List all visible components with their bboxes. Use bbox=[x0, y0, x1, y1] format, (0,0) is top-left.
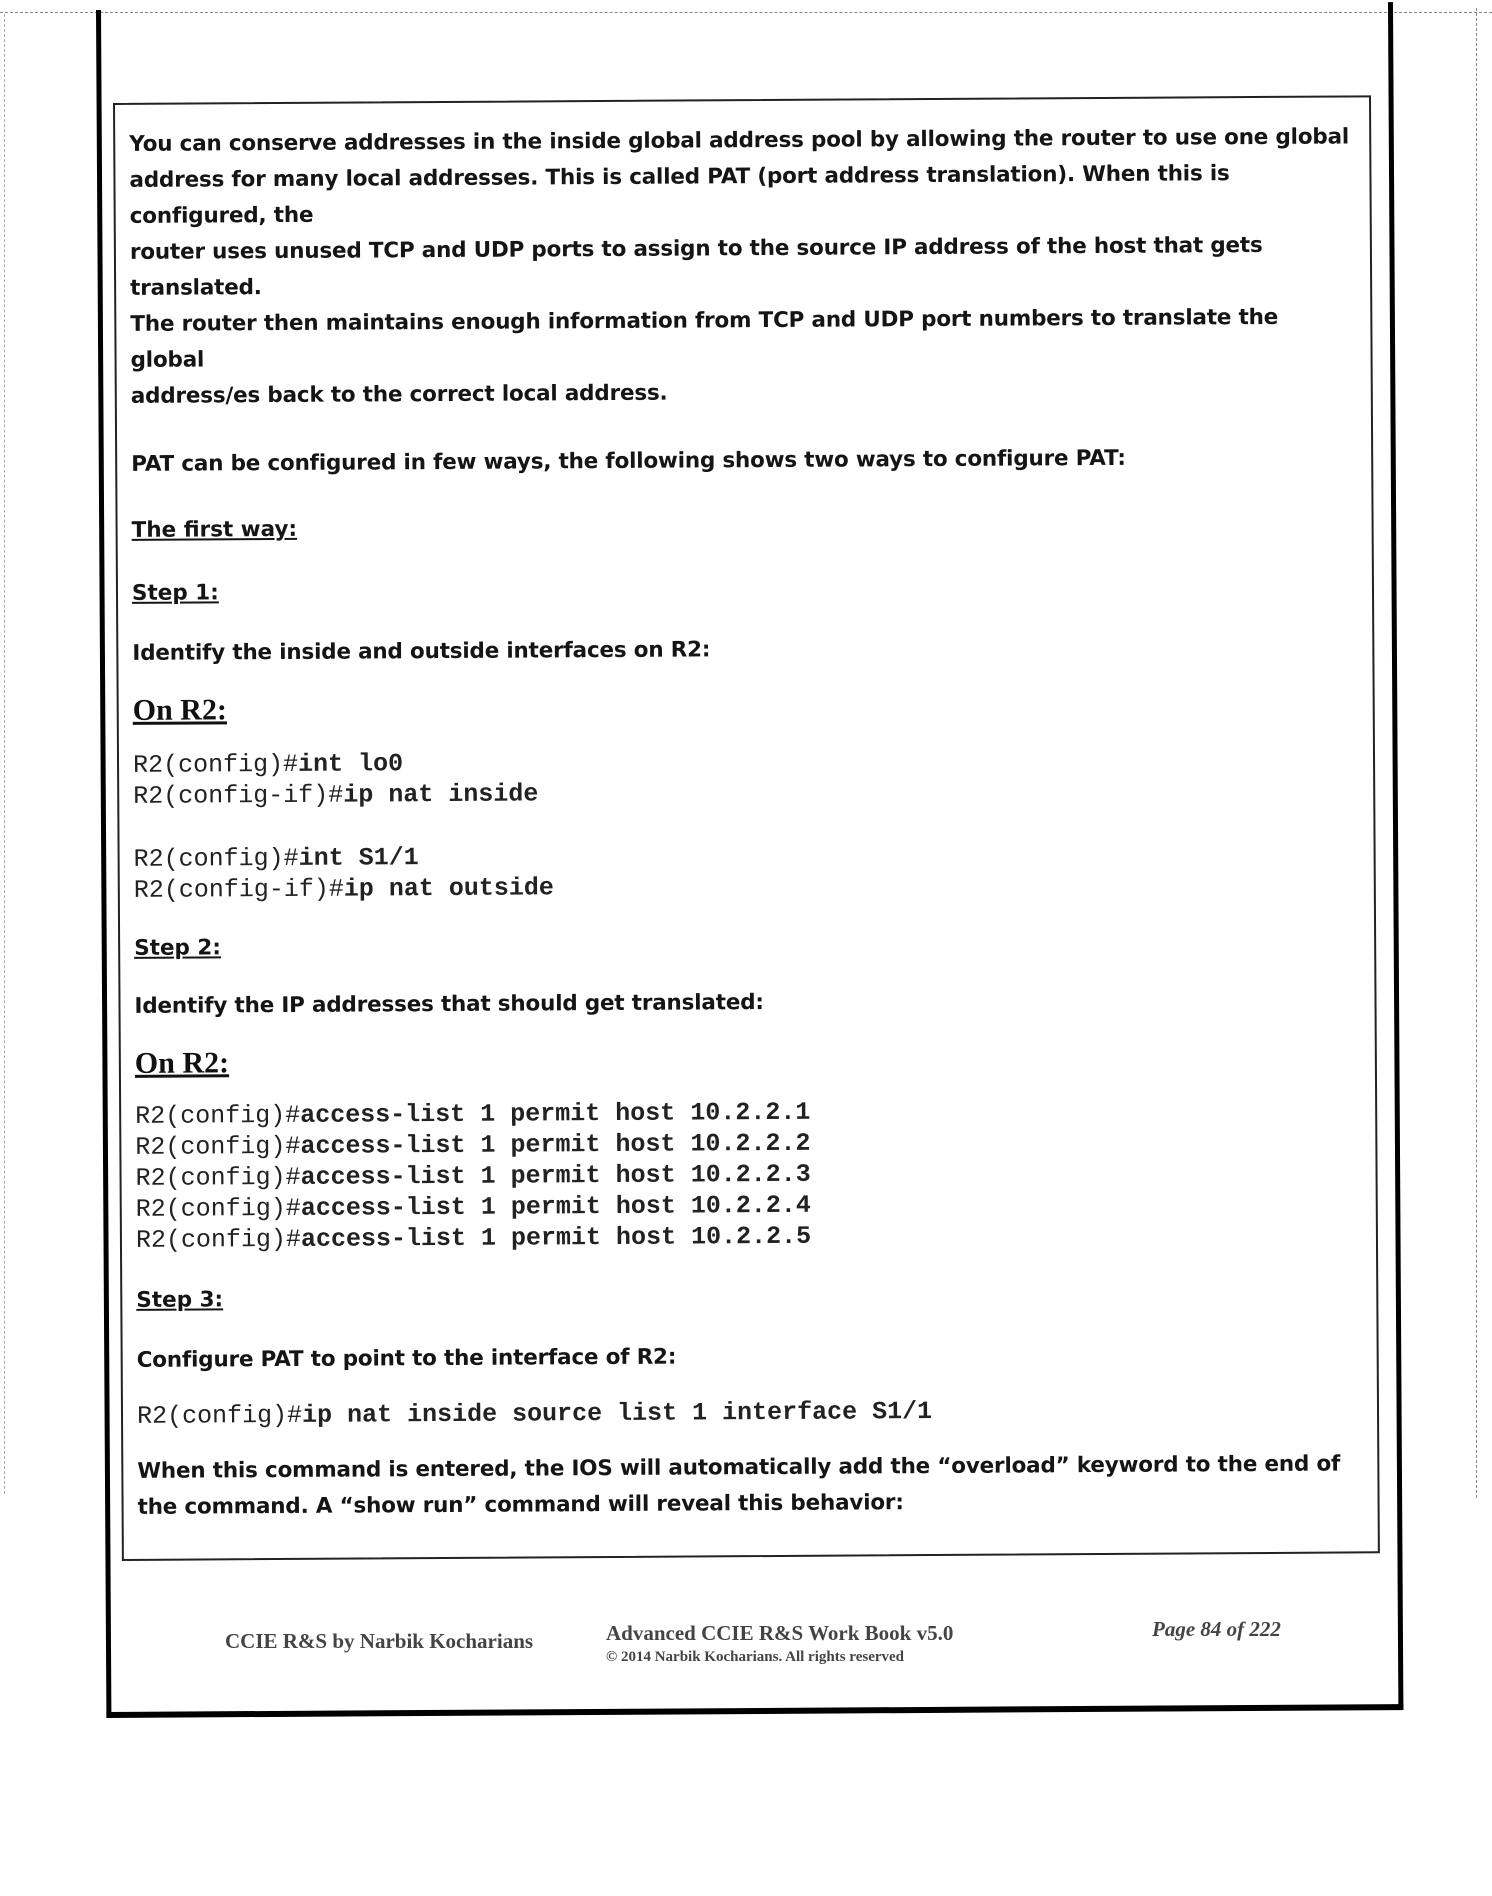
code-command: ip nat outside bbox=[343, 873, 554, 904]
note-line: When this command is entered, the IOS will automatically add the “overload” keyword to the end of bbox=[137, 1451, 1341, 1484]
step2-heading: Step 2: bbox=[134, 935, 222, 961]
step1-code-block bbox=[133, 742, 1360, 905]
code-prompt: R2(config)# bbox=[135, 1193, 301, 1224]
code-command: access-list 1 permit host 10.2.2.2 bbox=[300, 1128, 811, 1161]
code-prompt: R2(config-if)# bbox=[133, 780, 344, 811]
code-prompt: R2(config)# bbox=[135, 1162, 301, 1193]
code-prompt: R2(config)# bbox=[133, 843, 299, 874]
code-line bbox=[137, 1393, 1363, 1431]
step3-note bbox=[137, 1446, 1363, 1525]
code-prompt: R2(config)# bbox=[136, 1400, 303, 1431]
code-line bbox=[133, 773, 1359, 811]
step1-description: Identify the inside and outside interfaces on R2: bbox=[132, 637, 711, 666]
step2-code-block bbox=[135, 1093, 1362, 1255]
code-line bbox=[136, 1217, 1362, 1255]
code-prompt: R2(config)# bbox=[135, 1131, 301, 1162]
step1-heading: Step 1: bbox=[131, 580, 219, 606]
code-command: access-list 1 permit host 10.2.2.4 bbox=[300, 1190, 811, 1223]
code-prompt: R2(config)# bbox=[135, 1224, 302, 1255]
code-line bbox=[134, 867, 1360, 905]
intro-paragraph bbox=[129, 119, 1357, 414]
code-command: ip nat inside bbox=[343, 779, 539, 810]
intro-line: The router then maintains enough information from TCP and UDP port numbers to translate the global bbox=[130, 304, 1279, 373]
step2-on-r2-label: On R2: bbox=[134, 1046, 230, 1080]
code-command: access-list 1 permit host 10.2.2.3 bbox=[300, 1159, 811, 1192]
first-way-heading: The first way: bbox=[131, 516, 298, 543]
note-line: the command. A “show run” command will reveal this behavior: bbox=[137, 1490, 904, 1520]
code-command: access-list 1 permit host 10.2.2.1 bbox=[300, 1097, 811, 1130]
code-command: ip nat inside source list 1 interface S1/1 bbox=[301, 1397, 933, 1430]
code-prompt: R2(config)# bbox=[132, 749, 299, 780]
step2-description: Identify the IP addresses that should get translated: bbox=[134, 990, 764, 1019]
intro-line: router uses unused TCP and UDP ports to assign to the source IP address of the host that gets translated. bbox=[129, 232, 1263, 301]
pat-ways-text: PAT can be configured in few ways, the following shows two ways to configure PAT: bbox=[131, 445, 1126, 477]
footer-copyright: © 2014 Narbik Kocharians. All rights reserved bbox=[606, 1649, 905, 1665]
code-prompt: R2(config-if)# bbox=[133, 874, 344, 905]
step1-on-r2-label: On R2: bbox=[132, 693, 227, 727]
footer-page-number: Page 84 of 222 bbox=[1152, 1617, 1281, 1641]
code-prompt: R2(config)# bbox=[135, 1100, 301, 1131]
intro-line: address/es back to the correct local address. bbox=[130, 380, 668, 409]
code-command: int S1/1 bbox=[298, 843, 419, 873]
footer-author: CCIE R&S by Narbik Kocharians bbox=[225, 1629, 534, 1653]
code-command: int lo0 bbox=[297, 749, 404, 779]
intro-line: address for many local addresses. This is called PAT (port address translation). When this is configured, the bbox=[129, 161, 1230, 229]
content-body bbox=[129, 119, 1364, 1525]
code-command: access-list 1 permit host 10.2.2.5 bbox=[300, 1221, 812, 1254]
step3-code-block bbox=[137, 1393, 1363, 1431]
intro-line: You can conserve addresses in the inside global address pool by allowing the router to use one global bbox=[129, 124, 1350, 157]
scan-edge-left bbox=[4, 14, 5, 1494]
content-box bbox=[113, 95, 1380, 1561]
footer-book-title: Advanced CCIE R&S Work Book v5.0 bbox=[606, 1621, 954, 1645]
step3-heading: Step 3: bbox=[136, 1287, 224, 1313]
scan-edge-right bbox=[1476, 8, 1477, 1498]
step3-description: Configure PAT to point to the interface of R2: bbox=[136, 1344, 677, 1373]
